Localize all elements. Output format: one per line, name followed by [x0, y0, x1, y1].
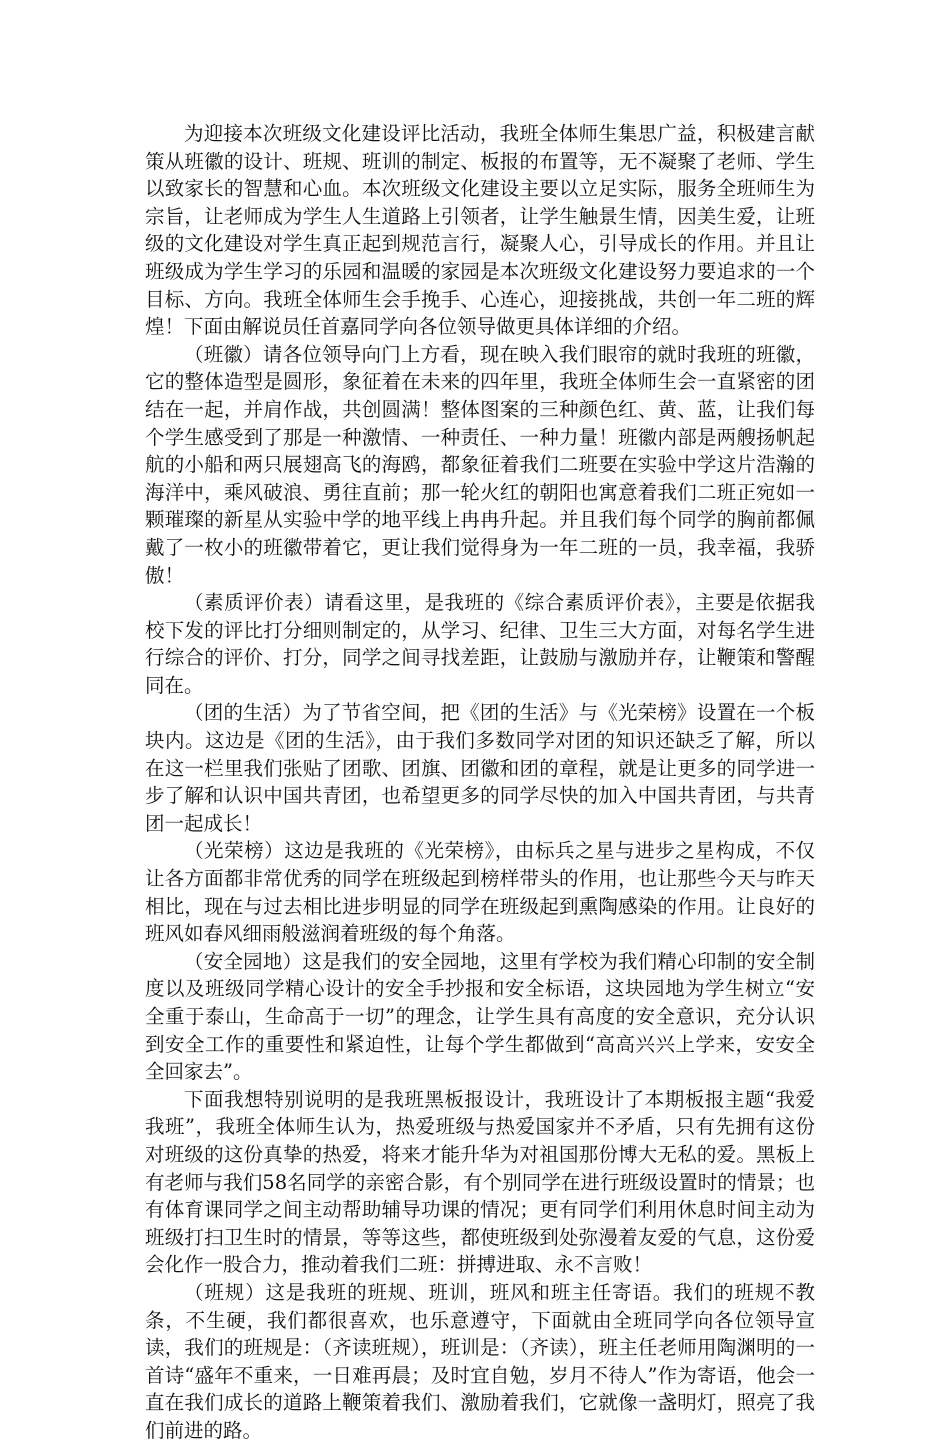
honor-roll-paragraph: （光荣榜）这边是我班的《光荣榜》，由标兵之星与进步之星构成，不仅让各方面都非常优秀的同学在班级起到榜样带头的作用，也让那些今天与昨天相比，现在与过去相比进步明显的同学在班级起到熏陶感染的作用。让良好的班风如春风细雨般滋润着班级的每个角落。 [145, 839, 815, 946]
league-life-paragraph: （团的生活）为了节省空间，把《团的生活》与《光荣榜》设置在一个板块内。这边是《团的生活》，由于我们多数同学对团的知识还缺乏了解，所以在这一栏里我们张贴了团歌、团旗、团徽和团的章程，就是让更多的同学进一步了解和认识中国共青团，也希望更多的同学尽快的加入中国共青团，与共青团一起成长！ [145, 701, 815, 835]
class-rules-paragraph: （班规）这是我班的班规、班训，班风和班主任寄语。我们的班规不教条，不生硬，我们都很喜欢，也乐意遵守，下面就由全班同学向各位领导宣读，我们的班规是：（齐读班规），班训是：（齐读），班主任老师用陶渊明的一首诗“盛年不重来，一日难再晨；及时宜自勉，岁月不待人”作为寄语，他会一直在我们成长的道路上鞭策着我们、激励着我们，它就像一盏明灯，照亮了我们前进的路。 [145, 1280, 815, 1442]
document-body [145, 120, 815, 1445]
intro-paragraph: 为迎接本次班级文化建设评比活动，我班全体师生集思广益，积极建言献策从班徽的设计、班规、班训的制定、板报的布置等，无不凝聚了老师、学生以致家长的智慧和心血。本次班级文化建设主要以立足实际，服务全班师生为宗旨，让老师成为学生人生道路上引领者，让学生触景生情，因美生爱，让班级的文化建设对学生真正起到规范言行，凝聚人心，引导成长的作用。并且让班级成为学生学习的乐园和温暖的家园是本次班级文化建设努力要追求的一个目标、方向。我班全体师生会手挽手、心连心，迎接挑战，共创一年二班的辉煌！下面由解说员任首嘉同学向各位领导做更具体详细的介绍。 [145, 122, 815, 339]
blackboard-paragraph: 下面我想特别说明的是我班黑板报设计，我班设计了本期板报主题“我爱我班”，我班全体师生认为，热爱班级与热爱国家并不矛盾，只有先拥有这份对班级的这份真挚的热爱，将来才能升华为对祖国那份博大无私的爱。黑板上有老师与我们58名同学的亲密合影，有个别同学在进行班级设置时的情景；也有体育课同学之间主动帮助辅导功课的情况；更有同学们利用休息时间主动为班级打扫卫生时的情景，等等这些，都使班级到处弥漫着友爱的气息，这份爱会化作一股合力，推动着我们二班：拼搏进取、永不言败！ [145, 1087, 815, 1277]
quality-evaluation-paragraph: （素质评价表）请看这里，是我班的《综合素质评价表》，主要是依据我校下发的评比打分细则制定的，从学习、纪律、卫生三大方面，对每名学生进行综合的评价、打分，同学之间寻找差距，让鼓励与激励并存，让鞭策和警醒同在。 [145, 591, 815, 697]
safety-garden-paragraph: （安全园地）这是我们的安全园地，这里有学校为我们精心印制的安全制度以及班级同学精心设计的安全手抄报和安全标语，这块园地为学生树立“安全重于泰山，生命高于一切”的理念，让学生具有高度的安全意识，充分认识到安全工作的重要性和紧迫性，让每个学生都做到“高高兴兴上学来，安安全全回家去”。 [145, 949, 815, 1084]
class-badge-paragraph: （班徽）请各位领导向门上方看，现在映入我们眼帘的就时我班的班徽，它的整体造型是圆形，象征着在未来的四年里，我班全体师生会一直紧密的团结在一起，并肩作战，共创圆满！整体图案的三种颜色红、黄、蓝，让我们每个学生感受到了那是一种激情、一种责任、一种力量！班徽内部是两艘扬帆起航的小船和两只展翅高飞的海鸥，都象征着我们二班要在实验中学这片浩瀚的海洋中，乘风破浪、勇往直前；那一轮火红的朝阳也寓意着我们二班正宛如一颗璀璨的新星从实验中学的地平线上冉冉升起。并且我们每个同学的胸前都佩戴了一枚小的班徽带着它，更让我们觉得身为一年二班的一员，我幸福，我骄傲！ [145, 342, 815, 587]
